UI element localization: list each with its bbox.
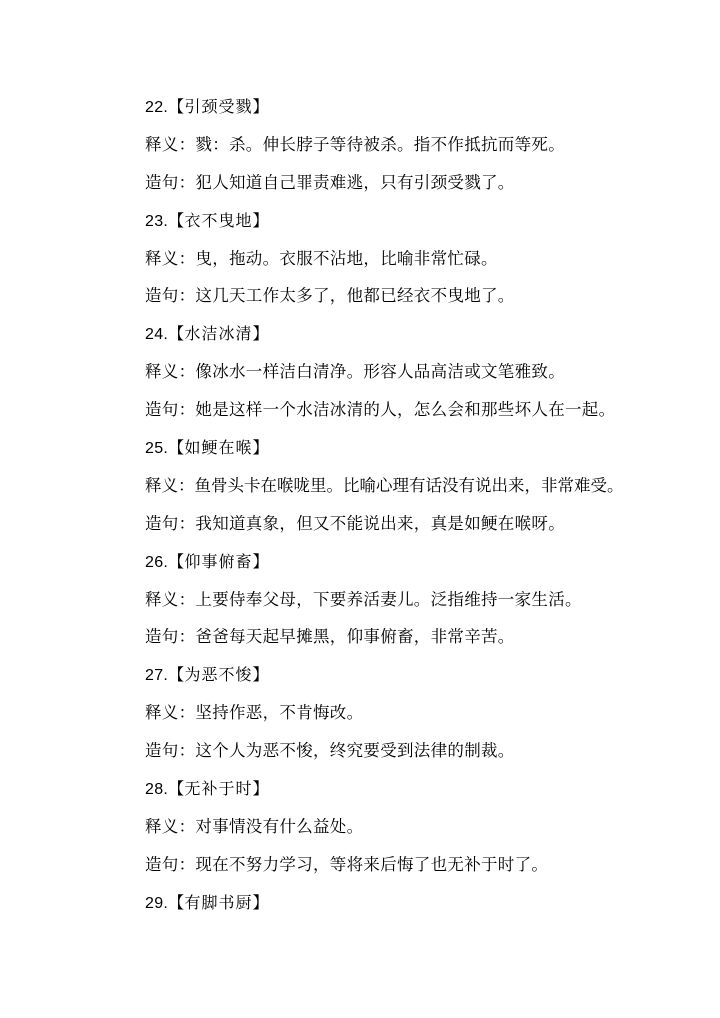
open-bracket: 【 — [168, 97, 185, 116]
open-bracket: 【 — [168, 210, 185, 230]
entry-meaning: 释义：对事情没有什么益处。 — [145, 816, 364, 836]
idiom-word: 如鲠在喉 — [184, 438, 253, 458]
entry-meaning: 释义：曳，拖动。衣服不沾地，比喻非常忙碌。 — [145, 248, 498, 268]
close-bracket: 】 — [252, 779, 269, 799]
entry-example: 造句：犯人知道自己罪责难逃，只有引颈受戮了。 — [145, 172, 515, 192]
idiom-word: 仰事俯畜 — [184, 551, 253, 571]
idiom-word: 水洁冰清 — [184, 324, 253, 344]
idiom-word: 引颈受戮 — [184, 97, 253, 116]
close-bracket: 】 — [252, 324, 269, 344]
open-bracket: 【 — [168, 665, 185, 685]
entry-example: 造句：现在不努力学习，等将来后悔了也无补于时了。 — [145, 854, 549, 874]
entry-title — [145, 548, 690, 586]
entry-number: 23. — [145, 212, 169, 230]
idiom-word: 有脚书厨 — [184, 892, 253, 912]
entry-title — [145, 889, 690, 927]
entry-number: 24. — [145, 326, 169, 344]
entry-number: 27. — [145, 667, 169, 685]
close-bracket: 】 — [252, 210, 269, 230]
entry-example: 造句：我知道真象，但又不能说出来，真是如鲠在喉呀。 — [145, 513, 565, 533]
entry-title — [145, 320, 690, 358]
open-bracket: 【 — [168, 324, 185, 344]
entry-title — [145, 93, 690, 131]
close-bracket: 】 — [252, 892, 269, 912]
entry-example: 造句：爸爸每天起早摊黑，仰事俯畜，非常辛苦。 — [145, 627, 515, 647]
entry-title — [145, 775, 690, 813]
entry-number: 28. — [145, 781, 169, 799]
entry-title — [145, 661, 690, 699]
idiom-list — [145, 93, 690, 927]
idiom-word: 为恶不悛 — [184, 665, 253, 685]
entry-title — [145, 434, 690, 472]
close-bracket: 】 — [252, 97, 269, 116]
open-bracket: 【 — [168, 892, 185, 912]
open-bracket: 【 — [168, 779, 185, 799]
entry-meaning: 释义：坚持作恶，不肯悔改。 — [145, 703, 364, 723]
entry-number: 26. — [145, 553, 169, 571]
entry-example: 造句：这几天工作太多了，他都已经衣不曳地了。 — [145, 286, 515, 306]
entry-example: 造句：这个人为恶不悛，终究要受到法律的制裁。 — [145, 741, 515, 761]
entry-meaning: 释义：鱼骨头卡在喉咙里。比喻心理有话没有说出来，非常难受。 — [145, 475, 624, 495]
close-bracket: 】 — [252, 438, 269, 458]
close-bracket: 】 — [252, 665, 269, 685]
entry-number: 29. — [145, 894, 169, 912]
entry-meaning: 释义：上要侍奉父母，下要养活妻儿。泛指维持一家生活。 — [145, 589, 582, 609]
close-bracket: 】 — [252, 551, 269, 571]
open-bracket: 【 — [168, 438, 185, 458]
entry-title — [145, 207, 690, 245]
entry-meaning: 释义：像冰水一样洁白清净。形容人品高洁或文笔雅致。 — [145, 362, 565, 382]
open-bracket: 【 — [168, 551, 185, 571]
idiom-word: 无补于时 — [184, 779, 253, 799]
idiom-word: 衣不曳地 — [184, 210, 253, 230]
entry-example: 造句：她是这样一个水洁冰清的人，怎么会和那些坏人在一起。 — [145, 400, 616, 420]
entry-number: 22. — [145, 99, 169, 116]
entry-number: 25. — [145, 440, 169, 458]
entry-meaning: 释义：戮：杀。伸长脖子等待被杀。指不作抵抗而等死。 — [145, 134, 565, 154]
